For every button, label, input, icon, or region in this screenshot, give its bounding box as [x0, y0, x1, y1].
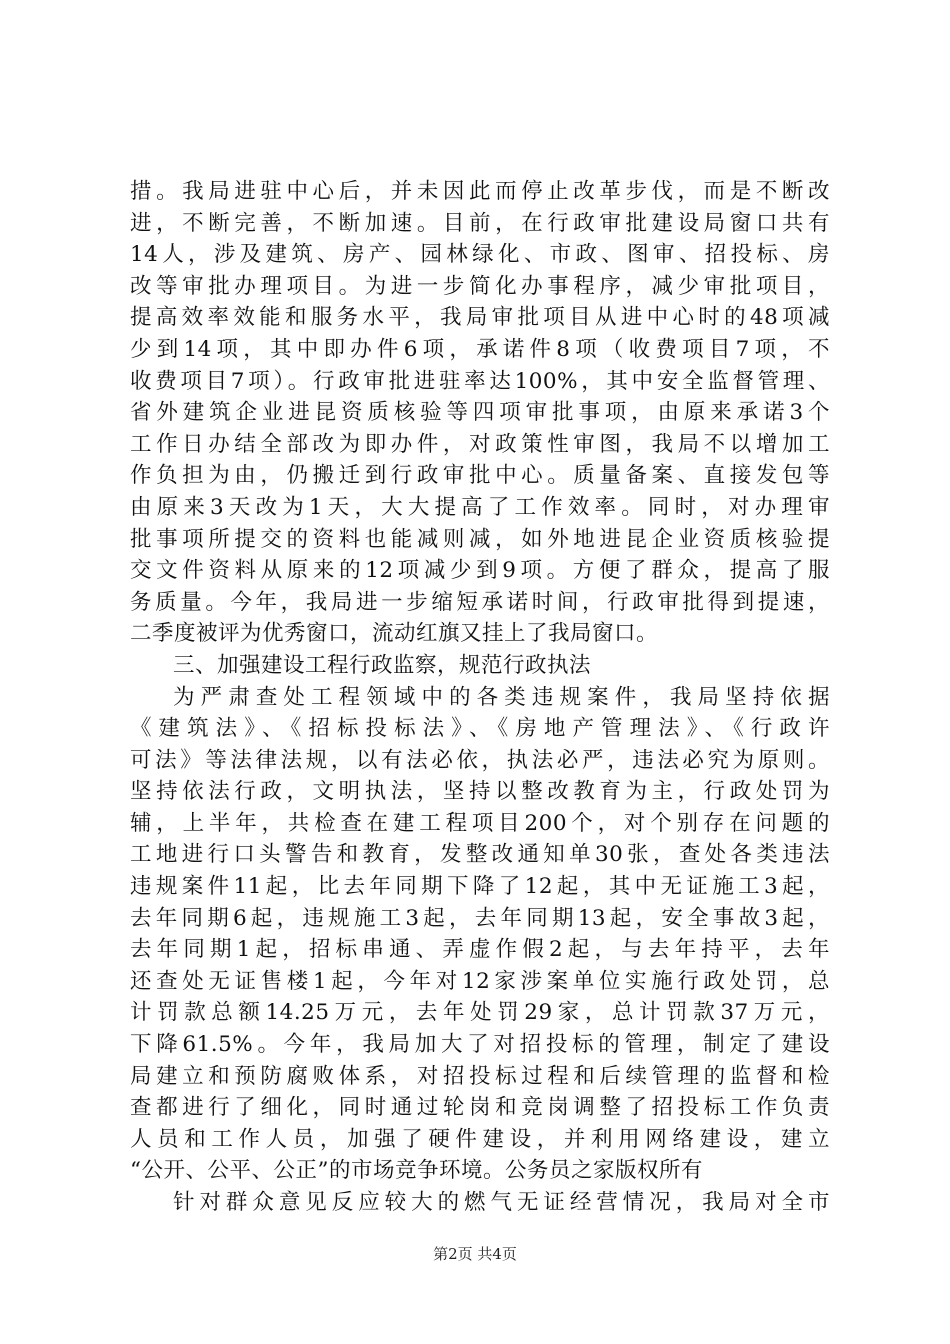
page-number: 第2页 共4页	[433, 1245, 517, 1263]
body-line: 局建立和预防腐败体系，对招投标过程和后续管理的监督和检	[130, 1063, 830, 1089]
body-line: 坚持依法行政，文明执法，坚持以整改教育为主，行政处罚为	[130, 779, 830, 805]
body-line: 可法》等法律法规，以有法必依，执法必严，违法必究为原则。	[130, 747, 830, 773]
body-line: 二季度被评为优秀窗口，流动红旗又挂上了我局窗口。	[130, 621, 659, 647]
body-line: 去年同期1起，招标串通、弄虚作假2起，与去年持平，去年	[130, 937, 830, 963]
body-line: 为严肃查处工程领域中的各类违规案件，我局坚持依据	[173, 684, 830, 710]
body-line: 计罚款总额14.25万元，去年处罚29家，总计罚款37万元，	[130, 1000, 830, 1026]
body-line: 作负担为由，仍搬迁到行政审批中心。质量备案、直接发包等	[130, 463, 830, 489]
body-line: 少到14项，其中即办件6项，承诺件8项（收费项目7项，不	[130, 336, 830, 362]
body-line: 工地进行口头警告和教育，发整改通知单30张，查处各类违法	[130, 842, 830, 868]
body-line: 针对群众意见反应较大的燃气无证经营情况，我局对全市	[173, 1190, 830, 1215]
body-line: 由原来3天改为1天，大大提高了工作效率。同时，对办理审	[130, 494, 830, 520]
body-line: 进，不断完善，不断加速。目前，在行政审批建设局窗口共有	[130, 210, 830, 236]
body-line: 辅，上半年，共检查在建工程项目200个，对个别存在问题的	[130, 810, 830, 836]
body-line: “公开、公平、公正”的市场竞争环境。公务员之家版权所有	[130, 1158, 703, 1184]
body-line: 还查处无证售楼1起，今年对12家涉案单位实施行政处罚，总	[130, 968, 830, 994]
body-line: 措。我局进驻中心后，并未因此而停止改革步伐，而是不断改	[130, 179, 830, 204]
body-line: 下降61.5%。今年，我局加大了对招投标的管理，制定了建设	[130, 1032, 830, 1058]
section-heading: 三、加强建设工程行政监察，规范行政执法	[173, 652, 592, 678]
page-footer	[0, 1244, 950, 1264]
body-line: 去年同期6起，违规施工3起，去年同期13起，安全事故3起，	[130, 905, 830, 931]
body-line: 务质量。今年，我局进一步缩短承诺时间，行政审批得到提速，	[130, 589, 830, 615]
body-line: 省外建筑企业进昆资质核验等四项审批事项，由原来承诺3个	[130, 400, 830, 426]
body-line: 工作日办结全部改为即办件，对政策性审图，我局不以增加工	[130, 431, 830, 457]
body-line: 14人，涉及建筑、房产、园林绿化、市政、图审、招投标、房	[130, 242, 830, 268]
body-line: 改等审批办理项目。为进一步简化办事程序，减少审批项目，	[130, 273, 830, 299]
body-line: 查都进行了细化，同时通过轮岗和竞岗调整了招投标工作负责	[130, 1095, 830, 1121]
body-line: 违规案件11起，比去年同期下降了12起，其中无证施工3起，	[130, 874, 830, 900]
body-line: 《建筑法》、《招标投标法》、《房地产管理法》、《行政许	[130, 716, 830, 742]
body-line: 批事项所提交的资料也能减则减，如外地进昆企业资质核验提	[130, 526, 830, 552]
body-line: 交文件资料从原来的12项减少到9项。方便了群众，提高了服	[130, 558, 830, 584]
body-line: 人员和工作人员，加强了硬件建设，并利用网络建设，建立	[130, 1126, 830, 1152]
document-body	[130, 176, 830, 1219]
body-line: 收费项目7项）。行政审批进驻率达100%，其中安全监督管理、	[130, 368, 830, 394]
body-line: 提高效率效能和服务水平，我局审批项目从进中心时的48项减	[130, 305, 830, 331]
